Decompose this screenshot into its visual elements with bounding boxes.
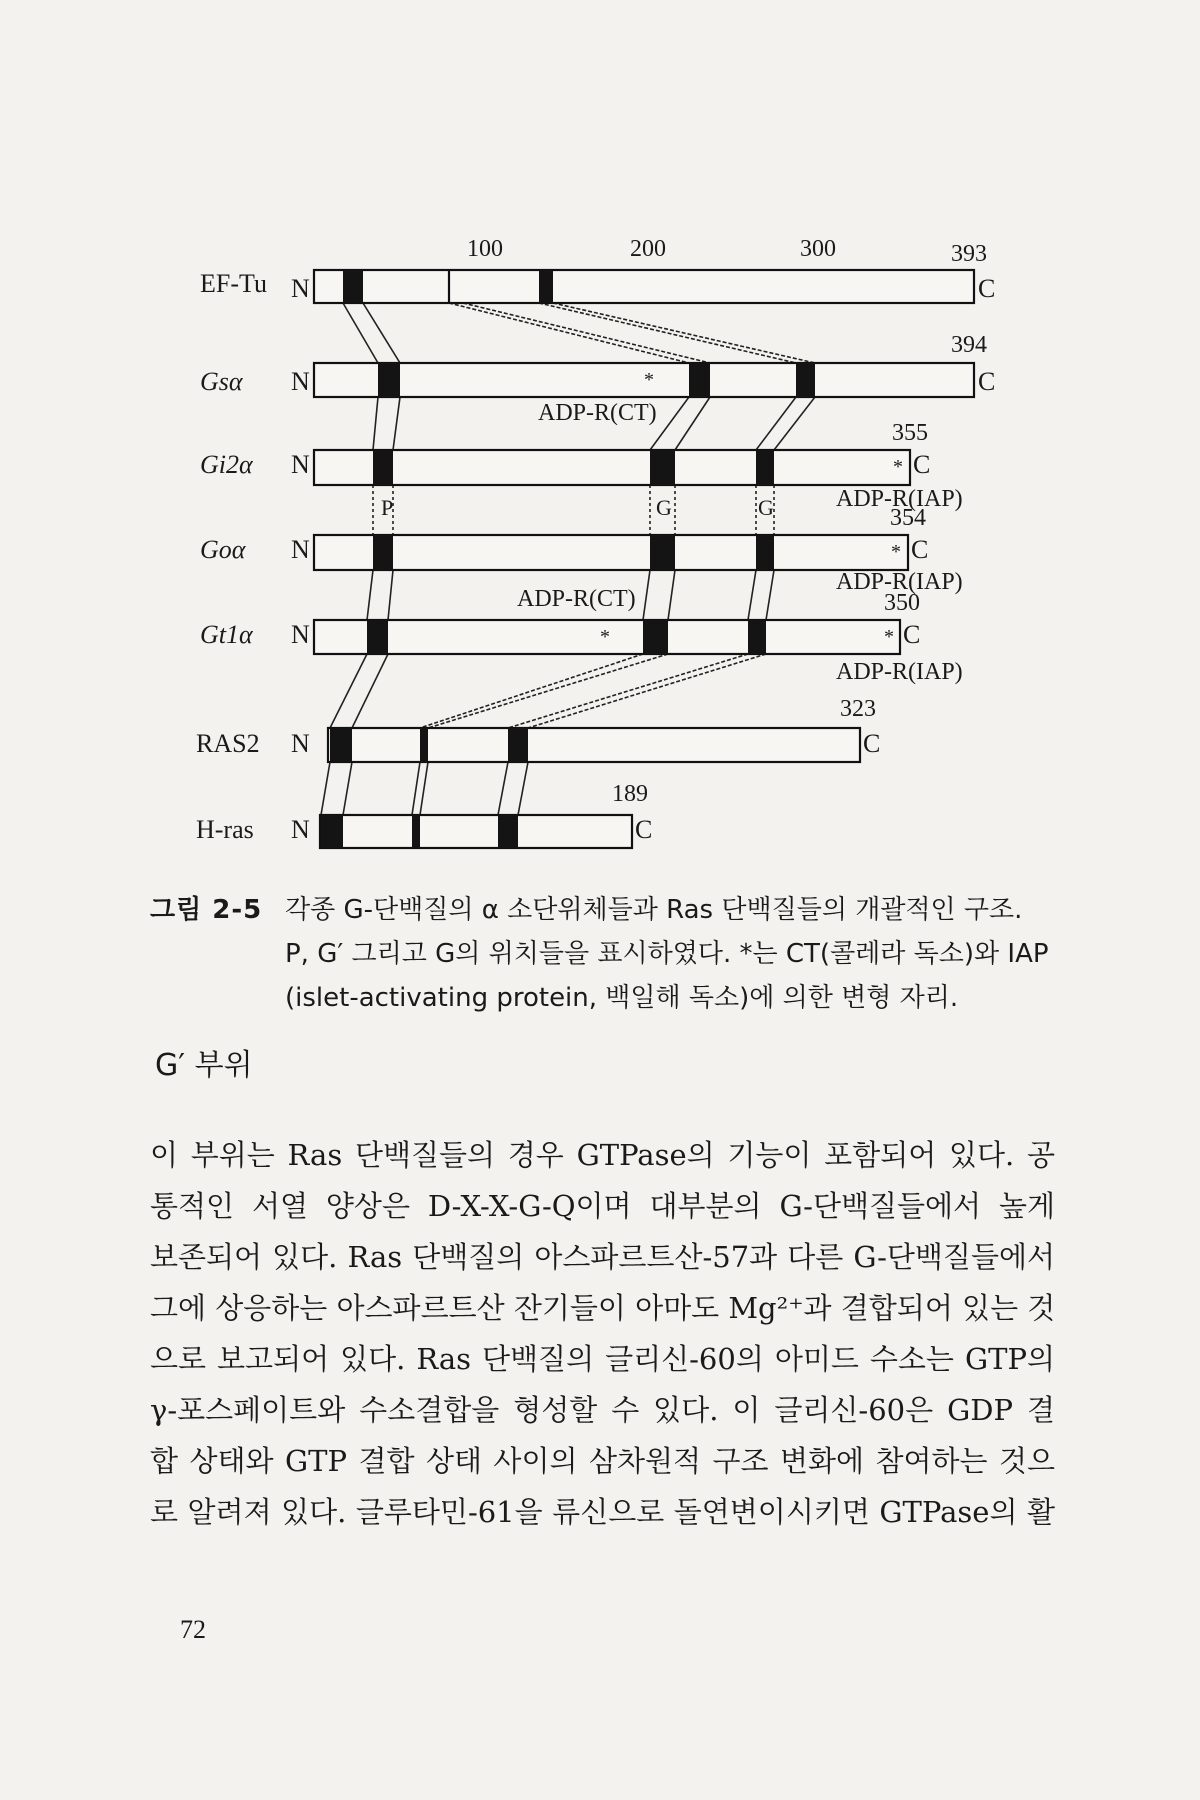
- n-terminus-go-alpha: N: [291, 535, 310, 564]
- c-terminus-gi2-alpha: C: [913, 450, 931, 479]
- caption-line: (islet-activating protein, 백일해 독소)에 의한 변형 자리.: [285, 983, 959, 1013]
- section-heading: G′ 부위: [155, 1048, 253, 1083]
- body-line: 그에 상응하는 아스파르트산 잔기들이 아마도 Mg²⁺과 결합되어 있는 것: [150, 1291, 1056, 1325]
- body-line: 로 알려져 있다. 글루타민-61을 류신으로 돌연변이시키면 GTPase의 활: [150, 1495, 1055, 1529]
- length-go-alpha: 354: [890, 505, 926, 531]
- scale-tick-300: 300: [800, 236, 836, 262]
- bar-ef-tu: [314, 270, 974, 303]
- body-line: 합 상태와 GTP 결합 상태 사이의 삼차원적 구조 변화에 참여하는 것으: [150, 1444, 1055, 1478]
- label-ef-tu: EF-Tu: [200, 269, 267, 298]
- label-gi2-alpha: Gi2α: [200, 450, 253, 479]
- protein-bars: [314, 270, 974, 848]
- c-terminus-gt1-alpha: C: [903, 620, 921, 649]
- bar-h-ras: [320, 815, 632, 848]
- c-terminus-gs-alpha: C: [978, 367, 996, 396]
- label-h-ras: H-ras: [196, 815, 254, 844]
- asterisk-gt1-ct: *: [600, 626, 610, 648]
- c-terminus-h-ras: C: [635, 815, 653, 844]
- scale-tick-100: 100: [467, 236, 503, 262]
- caption-line: P, G′ 그리고 G의 위치들을 표시하였다. *는 CT(콜레라 독소)와 IAP: [285, 939, 1049, 969]
- region-label-g-prime: G: [656, 495, 672, 520]
- asterisk-gi2-iap: *: [893, 456, 903, 478]
- adp-r-iap-go: ADP-R(IAP): [836, 569, 963, 595]
- c-terminus-go-alpha: C: [911, 535, 929, 564]
- n-terminus-gi2-alpha: N: [291, 450, 310, 479]
- page-number: 72: [180, 1615, 206, 1644]
- c-terminus-ef-tu: C: [978, 274, 996, 303]
- length-gs-alpha: 394: [951, 332, 987, 358]
- label-gs-alpha: Gsα: [200, 367, 243, 396]
- protein-structure-figure: [0, 0, 1200, 880]
- figure-caption: [150, 888, 1050, 1020]
- n-terminus-gs-alpha: N: [291, 367, 310, 396]
- label-gt1-alpha: Gt1α: [200, 620, 253, 649]
- scale-tick-200: 200: [630, 236, 666, 262]
- body-line: γ-포스페이트와 수소결합을 형성할 수 있다. 이 글리신-60은 GDP 결: [150, 1393, 1055, 1427]
- asterisk-gs-ct: *: [644, 369, 654, 391]
- asterisk-go-iap: *: [891, 541, 901, 563]
- length-gi2-alpha: 355: [892, 420, 928, 446]
- n-terminus-gt1-alpha: N: [291, 620, 310, 649]
- region-label-p: P: [381, 495, 394, 520]
- label-go-alpha: Goα: [200, 535, 246, 564]
- label-ras2: RAS2: [196, 729, 260, 758]
- body-line: 으로 보고되어 있다. Ras 단백질의 글리신-60의 아미드 수소는 GTP의: [150, 1342, 1055, 1376]
- body-line: 보존되어 있다. Ras 단백질의 아스파르트산-57과 다른 G-단백질들에서: [150, 1240, 1055, 1274]
- bar-ras2: [328, 728, 860, 762]
- length-h-ras: 189: [612, 781, 648, 807]
- asterisk-gt1-iap: *: [884, 626, 894, 648]
- body-line: 통적인 서열 양상은 D-X-X-G-Q이며 대부분의 G-단백질들에서 높게: [150, 1189, 1055, 1223]
- body-paragraph: [150, 1130, 1055, 1538]
- length-ras2: 323: [840, 696, 876, 722]
- c-terminus-ras2: C: [863, 729, 881, 758]
- caption-number: 그림 2-5: [150, 895, 263, 925]
- adp-r-ct-gs: ADP-R(CT): [538, 400, 657, 426]
- adp-r-iap-gi2: ADP-R(IAP): [836, 486, 963, 512]
- adp-r-iap-gt1: ADP-R(IAP): [836, 659, 963, 685]
- length-gt1-alpha: 350: [884, 590, 920, 616]
- adp-r-ct-gt1: ADP-R(CT): [517, 586, 636, 612]
- caption-line: 각종 G-단백질의 α 소단위체들과 Ras 단백질들의 개괄적인 구조.: [285, 895, 1023, 925]
- n-terminus-ef-tu: N: [291, 274, 310, 303]
- bar-go-alpha: [314, 535, 908, 570]
- bar-gi2-alpha: [314, 450, 910, 485]
- n-terminus-ras2: N: [291, 729, 310, 758]
- n-terminus-h-ras: N: [291, 815, 310, 844]
- length-ef-tu: 393: [951, 241, 987, 267]
- region-label-g: G: [758, 495, 774, 520]
- body-line: 이 부위는 Ras 단백질들의 경우 GTPase의 기능이 포함되어 있다. 공: [150, 1138, 1055, 1172]
